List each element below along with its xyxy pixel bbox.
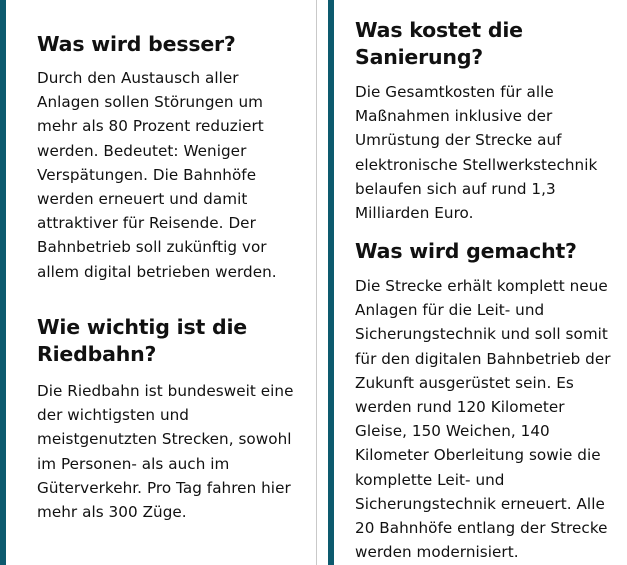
- text-line: Sicherungstechnik und soll somit: [355, 325, 608, 344]
- text-line: allem digital betrieben werden.: [37, 262, 277, 281]
- heading-was-wird-gemacht: Was wird gemacht?: [355, 239, 577, 263]
- paragraph-was-kostet: [355, 80, 597, 225]
- text-line: mehr als 80 Prozent reduziert: [37, 117, 264, 136]
- heading-line: Sanierung?: [355, 45, 483, 69]
- text-line: Milliarden Euro.: [355, 204, 474, 223]
- text-line: meistgenutzten Strecken, sowohl: [37, 430, 292, 449]
- text-line: komplette Leit- und: [355, 470, 505, 489]
- heading-was-kostet-die-sanierung: [355, 17, 523, 71]
- text-line: belaufen sich auf rund 1,3: [355, 179, 556, 198]
- heading-was-wird-besser: Was wird besser?: [37, 32, 236, 56]
- text-line: Zukunft ausgerüstet sein. Es: [355, 373, 574, 392]
- text-line: Verspätungen. Die Bahnhöfe: [37, 165, 257, 184]
- text-line: Sicherungstechnik erneuert. Alle: [355, 494, 605, 513]
- text-line: attraktiver für Reisende. Der: [37, 214, 256, 233]
- heading-wie-wichtig-ist-die-riedbahn: [37, 314, 247, 368]
- text-line: Gleise, 150 Weichen, 140: [355, 422, 550, 441]
- column-divider: [316, 0, 317, 565]
- paragraph-was-wird-besser: [37, 66, 277, 284]
- text-line: Anlagen für die Leit- und: [355, 301, 545, 320]
- text-line: mehr als 300 Züge.: [37, 503, 187, 522]
- text-line: elektronische Stellwerkstechnik: [355, 155, 598, 174]
- text-line: Güterverkehr. Pro Tag fahren hier: [37, 478, 291, 497]
- text-line: 20 Bahnhöfe entlang der Strecke: [355, 519, 608, 538]
- text-line: Maßnahmen inklusive der: [355, 107, 553, 126]
- heading-line: Was kostet die: [355, 18, 523, 42]
- left-accent-bar: [0, 0, 6, 565]
- heading-line: Wie wichtig ist die: [37, 315, 247, 339]
- heading-line: Riedbahn?: [37, 342, 157, 366]
- paragraph-wie-wichtig: [37, 379, 293, 524]
- text-line: werden erneuert und damit: [37, 190, 248, 209]
- text-line: werden modernisiert.: [355, 543, 519, 562]
- text-line: Die Strecke erhält komplett neue: [355, 277, 608, 295]
- text-line: werden. Bedeutet: Weniger: [37, 141, 247, 160]
- text-line: der wichtigsten und: [37, 406, 189, 425]
- text-line: Bahnbetrieb soll zukünftig vor: [37, 238, 267, 257]
- text-line: werden rund 120 Kilometer: [355, 398, 565, 417]
- text-line: für den digitalen Bahnbetrieb der: [355, 349, 611, 368]
- text-line: Umrüstung der Strecke auf: [355, 131, 562, 150]
- text-line: Durch den Austausch aller: [37, 69, 239, 87]
- right-accent-bar: [328, 0, 334, 565]
- text-line: Kilometer Oberleitung sowie die: [355, 446, 601, 465]
- text-line: Die Gesamtkosten für alle: [355, 83, 554, 101]
- text-line: Anlagen sollen Störungen um: [37, 93, 264, 112]
- paragraph-was-wird-gemacht: [355, 274, 611, 564]
- text-line: Die Riedbahn ist bundesweit eine: [37, 382, 294, 400]
- text-line: im Personen- als auch im: [37, 454, 230, 473]
